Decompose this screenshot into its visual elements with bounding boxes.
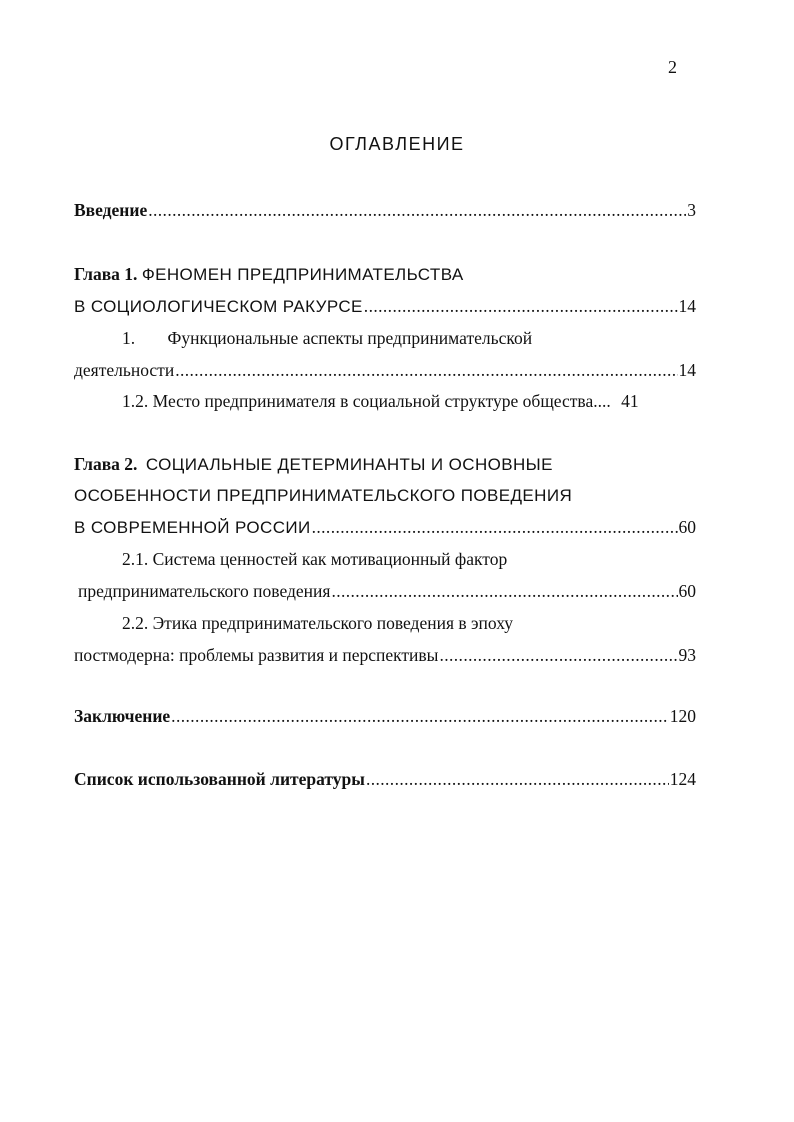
page-number: 2: [668, 57, 677, 77]
section-title-line: 2.1. Система ценностей как мотивационный фактор: [122, 549, 508, 569]
toc-entry-label: Список использованной литературы: [74, 769, 365, 789]
toc-entry-section-2-2[interactable]: [74, 644, 696, 666]
toc-chapter-2-heading[interactable]: [74, 453, 553, 476]
dot-leader: [439, 644, 677, 666]
chapter-title-line: В СОЦИОЛОГИЧЕСКОМ РАКУРСЕ: [74, 297, 363, 316]
toc-entry-chapter-1[interactable]: [74, 295, 696, 318]
page-title: ОГЛАВЛЕНИЕ: [329, 134, 465, 154]
toc-entry-intro[interactable]: [74, 199, 696, 221]
toc-entry-bibliography[interactable]: [74, 768, 696, 790]
section-title-line: Функциональные аспекты предпринимательской: [167, 328, 533, 348]
toc-entry-section-2-1[interactable]: [78, 580, 696, 602]
dot-leader: [148, 199, 686, 221]
toc-page-number: 124: [669, 769, 696, 789]
toc-page-number: 3: [687, 200, 696, 220]
chapter-prefix: Глава 2.: [74, 454, 138, 474]
section-title-line: постмодерна: проблемы развития и перспективы: [74, 645, 439, 665]
toc-page-number: 60: [678, 517, 696, 537]
toc-entry-section-1-2[interactable]: [122, 390, 639, 412]
section-title-line: деятельности: [74, 360, 175, 380]
section-number: 1.: [122, 328, 136, 348]
dot-leader: [175, 359, 677, 381]
section-title-line: предпринимательского поведения: [78, 581, 331, 601]
toc-page-number: 60: [678, 581, 696, 601]
toc-section-1-1-heading[interactable]: [122, 327, 532, 349]
dot-leader: [171, 705, 669, 727]
toc-entry-chapter-2[interactable]: [74, 516, 696, 539]
toc-entry-section-1-1[interactable]: [74, 359, 696, 381]
toc-entry-label: Заключение: [74, 706, 171, 726]
toc-page-number: 120: [669, 706, 696, 726]
toc-section-2-2-heading[interactable]: [122, 612, 513, 634]
toc-page-number: 41: [621, 391, 639, 411]
toc-page-number: 14: [678, 296, 696, 316]
toc-entry-conclusion[interactable]: [74, 705, 696, 727]
toc-entry-label: Введение: [74, 200, 148, 220]
dot-leader: [364, 295, 678, 317]
dot-leader: [331, 580, 677, 602]
chapter-title-line: ФЕНОМЕН ПРЕДПРИНИМАТЕЛЬСТВА: [141, 265, 464, 284]
chapter-title-line: СОЦИАЛЬНЫЕ ДЕТЕРМИНАНТЫ И ОСНОВНЫЕ: [145, 455, 553, 474]
toc-chapter-1-heading[interactable]: [74, 263, 464, 286]
chapter-prefix: Глава 1.: [74, 264, 138, 284]
chapter-title-line: В СОВРЕМЕННОЙ РОССИИ: [74, 518, 311, 537]
dot-leader: [366, 768, 669, 790]
section-title-line: 2.2. Этика предпринимательского поведения в эпоху: [122, 613, 514, 633]
toc-page-number: 14: [678, 360, 696, 380]
dot-leader: [312, 516, 678, 538]
section-title-line: 1.2. Место предпринимателя в социальной структуре общества....: [122, 391, 611, 411]
chapter-title-line: ОСОБЕННОСТИ ПРЕДПРИНИМАТЕЛЬСКОГО ПОВЕДЕНИЯ: [74, 486, 573, 505]
toc-section-2-1-heading[interactable]: [122, 548, 507, 570]
toc-page-number: 93: [678, 645, 696, 665]
